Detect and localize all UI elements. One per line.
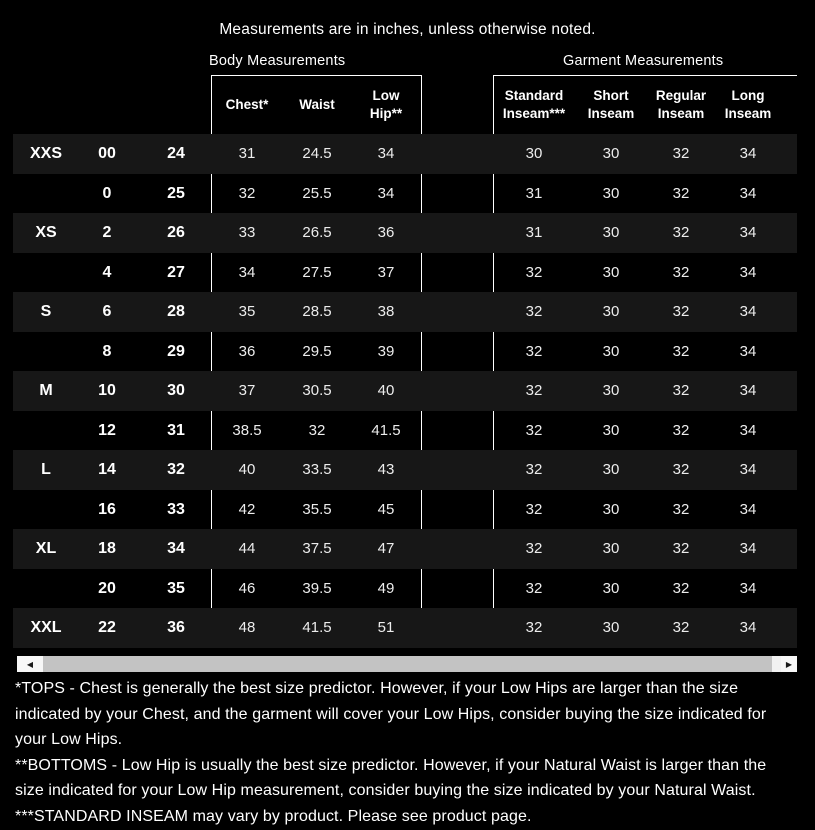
footnote-line: indicated by your Chest, and the garment will cover your Low Hips, consider buying the size indicated for <box>15 705 767 723</box>
cell-size: M <box>39 382 53 400</box>
cell-num: 6 <box>102 303 112 321</box>
cell-low_hip: 39 <box>377 342 395 360</box>
cell-low_hip: 45 <box>377 500 395 518</box>
page-title: Measurements are in inches, unless otherwise noted. <box>219 21 596 38</box>
cell-long: 34 <box>739 579 757 597</box>
cell-low_hip: 51 <box>377 619 395 637</box>
cell-standard: 32 <box>525 579 543 597</box>
cell-low_hip: 37 <box>377 263 395 281</box>
cell-regular: 32 <box>672 184 690 202</box>
cell-regular: 32 <box>672 224 690 242</box>
cell-alt: 28 <box>167 303 185 321</box>
cell-standard: 30 <box>525 145 543 162</box>
cell-low_hip: 43 <box>377 461 395 479</box>
section-label-garment-measurements: Garment Measurements <box>563 53 724 69</box>
cell-low_hip: 38 <box>377 303 395 321</box>
cell-alt: 31 <box>167 421 185 439</box>
column-header: Standard Inseam*** <box>502 87 566 121</box>
cell-standard: 31 <box>525 224 543 242</box>
cell-regular: 32 <box>672 421 690 439</box>
table-row <box>13 213 797 253</box>
cell-standard: 32 <box>525 263 543 281</box>
cell-regular: 32 <box>672 303 690 321</box>
cell-chest: 35 <box>238 303 256 321</box>
table-row <box>13 529 797 569</box>
cell-standard: 32 <box>525 421 543 439</box>
column-header: Low Hip** <box>369 87 403 121</box>
table-row <box>13 253 797 293</box>
table-row <box>13 569 797 609</box>
cell-chest: 33 <box>238 224 256 242</box>
cell-low_hip: 49 <box>377 579 395 597</box>
cell-num: 8 <box>102 342 112 360</box>
cell-chest: 38.5 <box>232 421 262 439</box>
cell-standard: 32 <box>525 540 543 558</box>
cell-size <box>15 411 77 451</box>
cell-regular: 32 <box>672 263 690 281</box>
cell-standard: 32 <box>525 500 543 518</box>
cell-num: 20 <box>98 579 116 597</box>
cell-num: 22 <box>98 619 116 637</box>
cell-num: 2 <box>102 224 112 242</box>
table-row <box>13 411 797 451</box>
cell-long: 34 <box>739 184 757 202</box>
cell-long: 34 <box>739 303 757 321</box>
cell-short: 30 <box>602 145 620 162</box>
cell-waist: 39.5 <box>302 579 332 597</box>
cell-waist: 37.5 <box>302 540 332 558</box>
table-row <box>13 292 797 332</box>
cell-num: 0 <box>102 184 112 202</box>
cell-alt: 36 <box>167 619 185 637</box>
cell-chest: 44 <box>238 540 256 558</box>
scrollbar-right-button[interactable] <box>781 656 797 672</box>
cell-low_hip: 34 <box>377 145 395 162</box>
column-header: Waist <box>299 96 335 112</box>
cell-num: 4 <box>102 263 112 281</box>
cell-standard: 31 <box>525 184 543 202</box>
scrollbar-right-arrow-icon: ▶ <box>785 659 793 669</box>
footnote-line: ***STANDARD INSEAM may vary by product. Please see product page. <box>15 807 532 825</box>
table-row <box>13 332 797 372</box>
cell-chest: 31 <box>238 145 256 162</box>
cell-chest: 32 <box>238 184 256 202</box>
cell-regular: 32 <box>672 619 690 637</box>
cell-alt: 33 <box>167 500 185 518</box>
cell-alt: 34 <box>167 540 185 558</box>
cell-waist: 33.5 <box>302 461 332 479</box>
scrollbar-left-arrow-icon: ◀ <box>26 659 34 669</box>
cell-short: 30 <box>602 224 620 242</box>
cell-alt: 29 <box>167 342 185 360</box>
cell-short: 30 <box>602 461 620 479</box>
column-header: Long Inseam <box>724 87 772 121</box>
cell-size: XS <box>35 224 57 242</box>
cell-chest: 40 <box>238 461 256 479</box>
footnote-line: size indicated for your Low Hip measurement, consider buying the size indicated by your Natural Waist. <box>15 782 756 800</box>
cell-regular: 32 <box>672 579 690 597</box>
cell-low_hip: 47 <box>377 540 395 558</box>
cell-waist: 32 <box>308 421 326 439</box>
cell-chest: 48 <box>238 619 256 637</box>
cell-num: 00 <box>98 145 116 162</box>
cell-long: 34 <box>739 500 757 518</box>
table-row <box>13 608 797 648</box>
cell-long: 34 <box>739 224 757 242</box>
cell-regular: 32 <box>672 145 690 162</box>
cell-waist: 28.5 <box>302 303 332 321</box>
cell-size: XXL <box>30 619 62 637</box>
cell-regular: 32 <box>672 500 690 518</box>
cell-low_hip: 36 <box>377 224 395 242</box>
cell-long: 34 <box>739 263 757 281</box>
cell-chest: 42 <box>238 500 256 518</box>
cell-short: 30 <box>602 540 620 558</box>
cell-waist: 29.5 <box>302 342 332 360</box>
cell-standard: 32 <box>525 303 543 321</box>
scrollbar-thumb[interactable] <box>43 656 772 672</box>
cell-waist: 25.5 <box>302 184 332 202</box>
cell-waist: 41.5 <box>302 619 332 637</box>
cell-alt: 30 <box>167 382 185 400</box>
cell-num: 16 <box>98 500 116 518</box>
cell-long: 34 <box>739 145 757 162</box>
footnote-line: your Low Hips. <box>15 731 123 749</box>
scrollbar-left-button[interactable] <box>17 656 43 672</box>
cell-low_hip: 40 <box>377 382 395 400</box>
cell-waist: 27.5 <box>302 263 332 281</box>
cell-short: 30 <box>602 579 620 597</box>
cell-alt: 24 <box>167 145 185 162</box>
cell-short: 30 <box>602 500 620 518</box>
table-row <box>13 134 797 174</box>
table-row <box>13 371 797 411</box>
cell-regular: 32 <box>672 382 690 400</box>
cell-standard: 32 <box>525 461 543 479</box>
cell-chest: 37 <box>238 382 256 400</box>
footnote-line: **BOTTOMS - Low Hip is usually the best size predictor. However, if your Natural Waist is larger than the <box>15 756 767 774</box>
column-header: Regular Inseam <box>655 87 707 121</box>
cell-waist: 30.5 <box>302 382 332 400</box>
horizontal-scrollbar[interactable] <box>17 656 797 672</box>
cell-short: 30 <box>602 382 620 400</box>
table-row <box>13 490 797 530</box>
cell-short: 30 <box>602 342 620 360</box>
cell-size: S <box>40 303 52 321</box>
cell-alt: 26 <box>167 224 185 242</box>
cell-alt: 32 <box>167 461 185 479</box>
table-row <box>13 174 797 214</box>
cell-short: 30 <box>602 263 620 281</box>
table-row <box>13 450 797 490</box>
cell-low_hip: 41.5 <box>371 421 401 439</box>
cell-long: 34 <box>739 540 757 558</box>
cell-regular: 32 <box>672 342 690 360</box>
cell-short: 30 <box>602 619 620 637</box>
cell-chest: 46 <box>238 579 256 597</box>
section-label-body-measurements: Body Measurements <box>209 53 346 69</box>
cell-waist: 26.5 <box>302 224 332 242</box>
cell-long: 34 <box>739 461 757 479</box>
cell-num: 18 <box>98 540 116 558</box>
cell-size: L <box>41 461 51 479</box>
cell-long: 34 <box>739 619 757 637</box>
cell-size <box>15 253 77 293</box>
column-header: Chest* <box>225 96 269 112</box>
column-header: Short Inseam <box>587 87 635 121</box>
cell-size <box>15 569 77 609</box>
cell-short: 30 <box>602 303 620 321</box>
cell-standard: 32 <box>525 619 543 637</box>
cell-long: 34 <box>739 421 757 439</box>
cell-low_hip: 34 <box>377 184 395 202</box>
cell-regular: 32 <box>672 461 690 479</box>
cell-short: 30 <box>602 421 620 439</box>
cell-standard: 32 <box>525 342 543 360</box>
footnotes <box>15 676 815 830</box>
cell-waist: 24.5 <box>302 145 332 162</box>
cell-long: 34 <box>739 382 757 400</box>
cell-num: 14 <box>98 461 116 479</box>
cell-long: 34 <box>739 342 757 360</box>
cell-short: 30 <box>602 184 620 202</box>
cell-regular: 32 <box>672 540 690 558</box>
cell-num: 12 <box>98 421 116 439</box>
cell-num: 10 <box>98 382 116 400</box>
cell-waist: 35.5 <box>302 500 332 518</box>
cell-alt: 35 <box>167 579 185 597</box>
cell-alt: 27 <box>167 263 185 281</box>
cell-size <box>15 332 77 372</box>
size-table-viewport <box>0 75 797 648</box>
cell-size <box>15 490 77 530</box>
cell-size: XXS <box>29 145 62 162</box>
scrollbar-track[interactable] <box>772 656 781 672</box>
cell-size <box>15 174 77 214</box>
cell-alt: 25 <box>167 184 185 202</box>
cell-standard: 32 <box>525 382 543 400</box>
cell-size: XL <box>35 540 57 558</box>
cell-chest: 34 <box>238 263 256 281</box>
footnote-line: *TOPS - Chest is generally the best size predictor. However, if your Low Hips are larger than the size <box>15 680 739 697</box>
cell-chest: 36 <box>238 342 256 360</box>
